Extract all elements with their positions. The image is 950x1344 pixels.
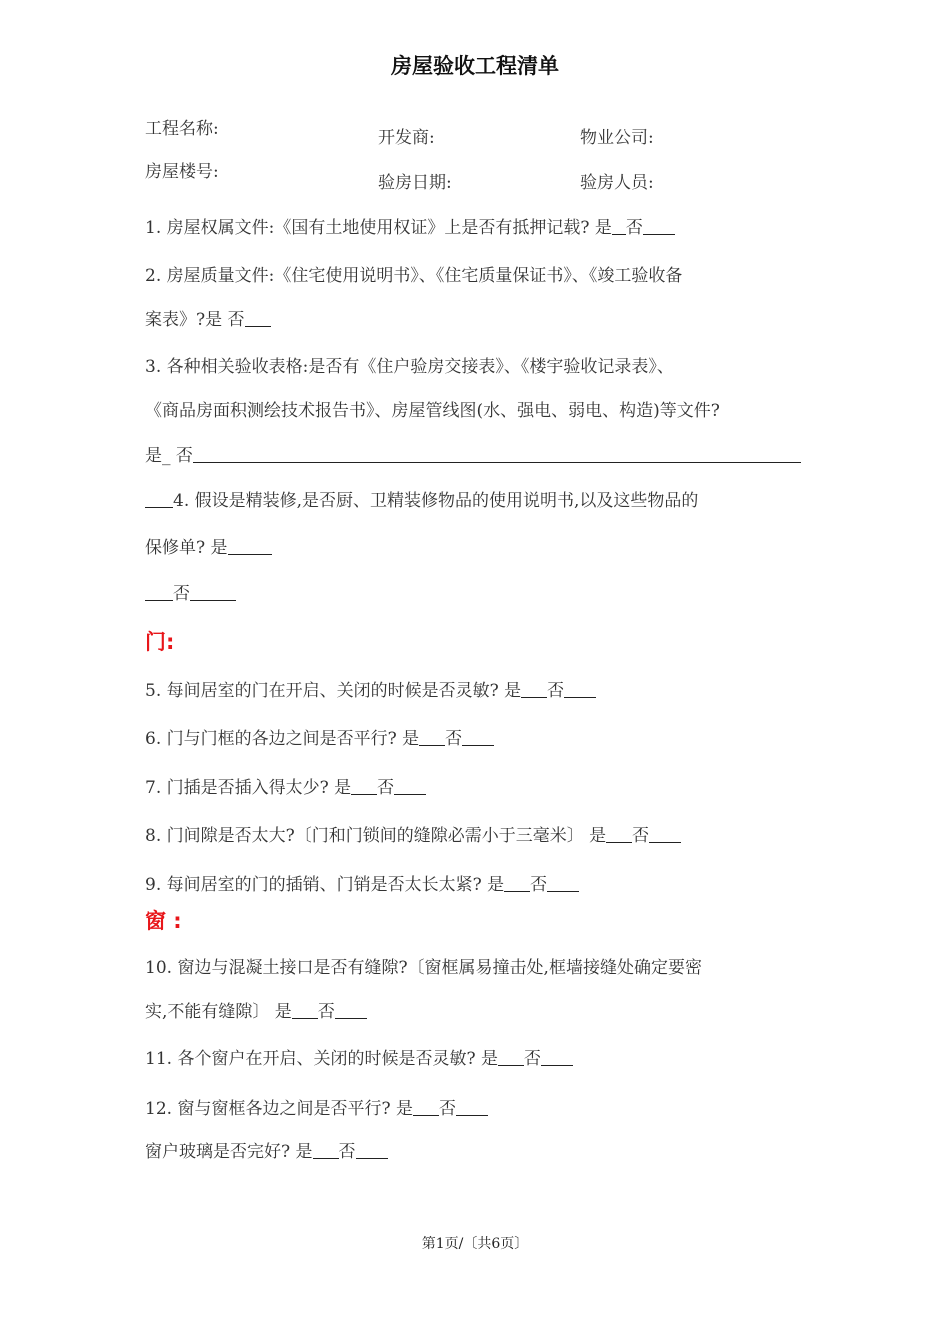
blank: [498, 1049, 524, 1066]
item-9-text: 9. 每间居室的门的插销、门销是否太长太紧? 是: [145, 875, 505, 895]
blank: [313, 1142, 339, 1159]
blank: [193, 446, 801, 463]
blank: [504, 875, 530, 892]
blank: [228, 538, 272, 555]
blank: [643, 218, 675, 235]
blank: [541, 1049, 573, 1066]
blank: [245, 310, 271, 327]
item-7-text: 7. 门插是否插入得太少? 是: [145, 778, 352, 798]
blank: [413, 1099, 439, 1116]
item-8-text: 8. 门间隙是否太大?〔门和门锁间的缝隙必需小于三毫米〕 是: [145, 826, 607, 846]
page-title: 房屋验收工程清单: [391, 54, 559, 78]
item-5: [145, 676, 813, 701]
field-inspection-date: 验房日期:: [378, 173, 452, 193]
item-10-line-1: 10. 窗边与混凝土接口是否有缝隙?〔窗框属易撞击处,框墙接缝处确定要密: [145, 958, 702, 978]
item-11-no: 否: [523, 1049, 541, 1069]
blank: [145, 584, 173, 601]
blank: [351, 778, 377, 795]
item-glass-no: 否: [338, 1142, 356, 1162]
blank: [419, 729, 445, 746]
item-4-line-2: [145, 533, 813, 558]
item-12-text: 12. 窗与窗框各边之间是否平行? 是: [145, 1099, 413, 1119]
item-12-no: 否: [438, 1099, 456, 1119]
item-5-no: 否: [547, 681, 565, 701]
item-8-no: 否: [632, 826, 650, 846]
field-house-number: 房屋楼号:: [145, 162, 219, 182]
blank: [190, 584, 236, 601]
item-3-line-1: 3. 各种相关验收表格:是否有《住户验房交接表》、《楼宇验收记录表》、: [145, 357, 674, 377]
blank: [145, 491, 173, 508]
blank: [394, 778, 426, 795]
item-5-text: 5. 每间居室的门在开启、关闭的时候是否灵敏? 是: [145, 681, 522, 701]
blank: [356, 1142, 388, 1159]
blank: [564, 681, 596, 698]
item-4-no: 否: [173, 584, 190, 604]
field-inspector: 验房人员:: [580, 173, 654, 193]
item-6: [145, 724, 813, 749]
item-glass: [145, 1137, 813, 1162]
item-12: [145, 1094, 813, 1119]
field-project-name: 工程名称:: [145, 119, 219, 139]
blank: [292, 1002, 318, 1019]
item-3-line-2: 《商品房面积测绘技术报告书》、房屋管线图(水、强电、弱电、构造)等文件?: [145, 401, 720, 421]
item-6-text: 6. 门与门框的各边之间是否平行? 是: [145, 729, 420, 749]
item-11-text: 11. 各个窗户在开启、关闭的时候是否灵敏? 是: [145, 1049, 498, 1069]
item-11: [145, 1044, 813, 1069]
item-8: [145, 821, 813, 846]
item-7-no: 否: [377, 778, 395, 798]
item-10-text: 实,不能有缝隙〕 是: [145, 1002, 292, 1022]
item-3-yes: 是_: [145, 446, 171, 466]
item-4-question: 保修单? 是: [145, 538, 228, 558]
item-2-line-1: 2. 房屋质量文件:《住宅使用说明书》、《住宅质量保证书》、《竣工验收备: [145, 266, 683, 286]
item-1-no: 否: [625, 218, 643, 238]
item-9-no: 否: [530, 875, 548, 895]
field-developer: 开发商:: [378, 128, 435, 148]
blank: [649, 826, 681, 843]
item-glass-text: 窗户玻璃是否完好? 是: [145, 1142, 313, 1162]
item-2-text: 案表》?是 否: [145, 310, 245, 330]
item-3-line-3: [145, 441, 813, 466]
item-9: [145, 870, 813, 895]
item-4-line-3: [145, 579, 813, 604]
blank: [612, 218, 626, 235]
item-10-no: 否: [317, 1002, 335, 1022]
item-4-text: 4. 假设是精装修,是否厨、卫精装修物品的使用说明书,以及这些物品的: [173, 491, 699, 511]
blank: [606, 826, 632, 843]
blank: [547, 875, 579, 892]
section-heading-window: 窗 :: [145, 909, 182, 933]
item-6-no: 否: [445, 729, 463, 749]
item-4-line-1: [145, 486, 813, 511]
blank: [521, 681, 547, 698]
blank: [335, 1002, 367, 1019]
item-10-line-2: [145, 997, 813, 1022]
field-property-company: 物业公司:: [580, 128, 654, 148]
page-footer: 第1页/〔共6页〕: [421, 1236, 529, 1252]
item-1: [145, 213, 813, 238]
item-2-line-2: [145, 305, 813, 330]
section-heading-door: 门:: [145, 630, 175, 654]
item-3-no: 否: [175, 446, 193, 466]
item-1-text: 1. 房屋权属文件:《国有土地使用权证》上是否有抵押记载? 是: [145, 218, 612, 238]
blank: [462, 729, 494, 746]
blank: [456, 1099, 488, 1116]
item-7: [145, 773, 813, 798]
